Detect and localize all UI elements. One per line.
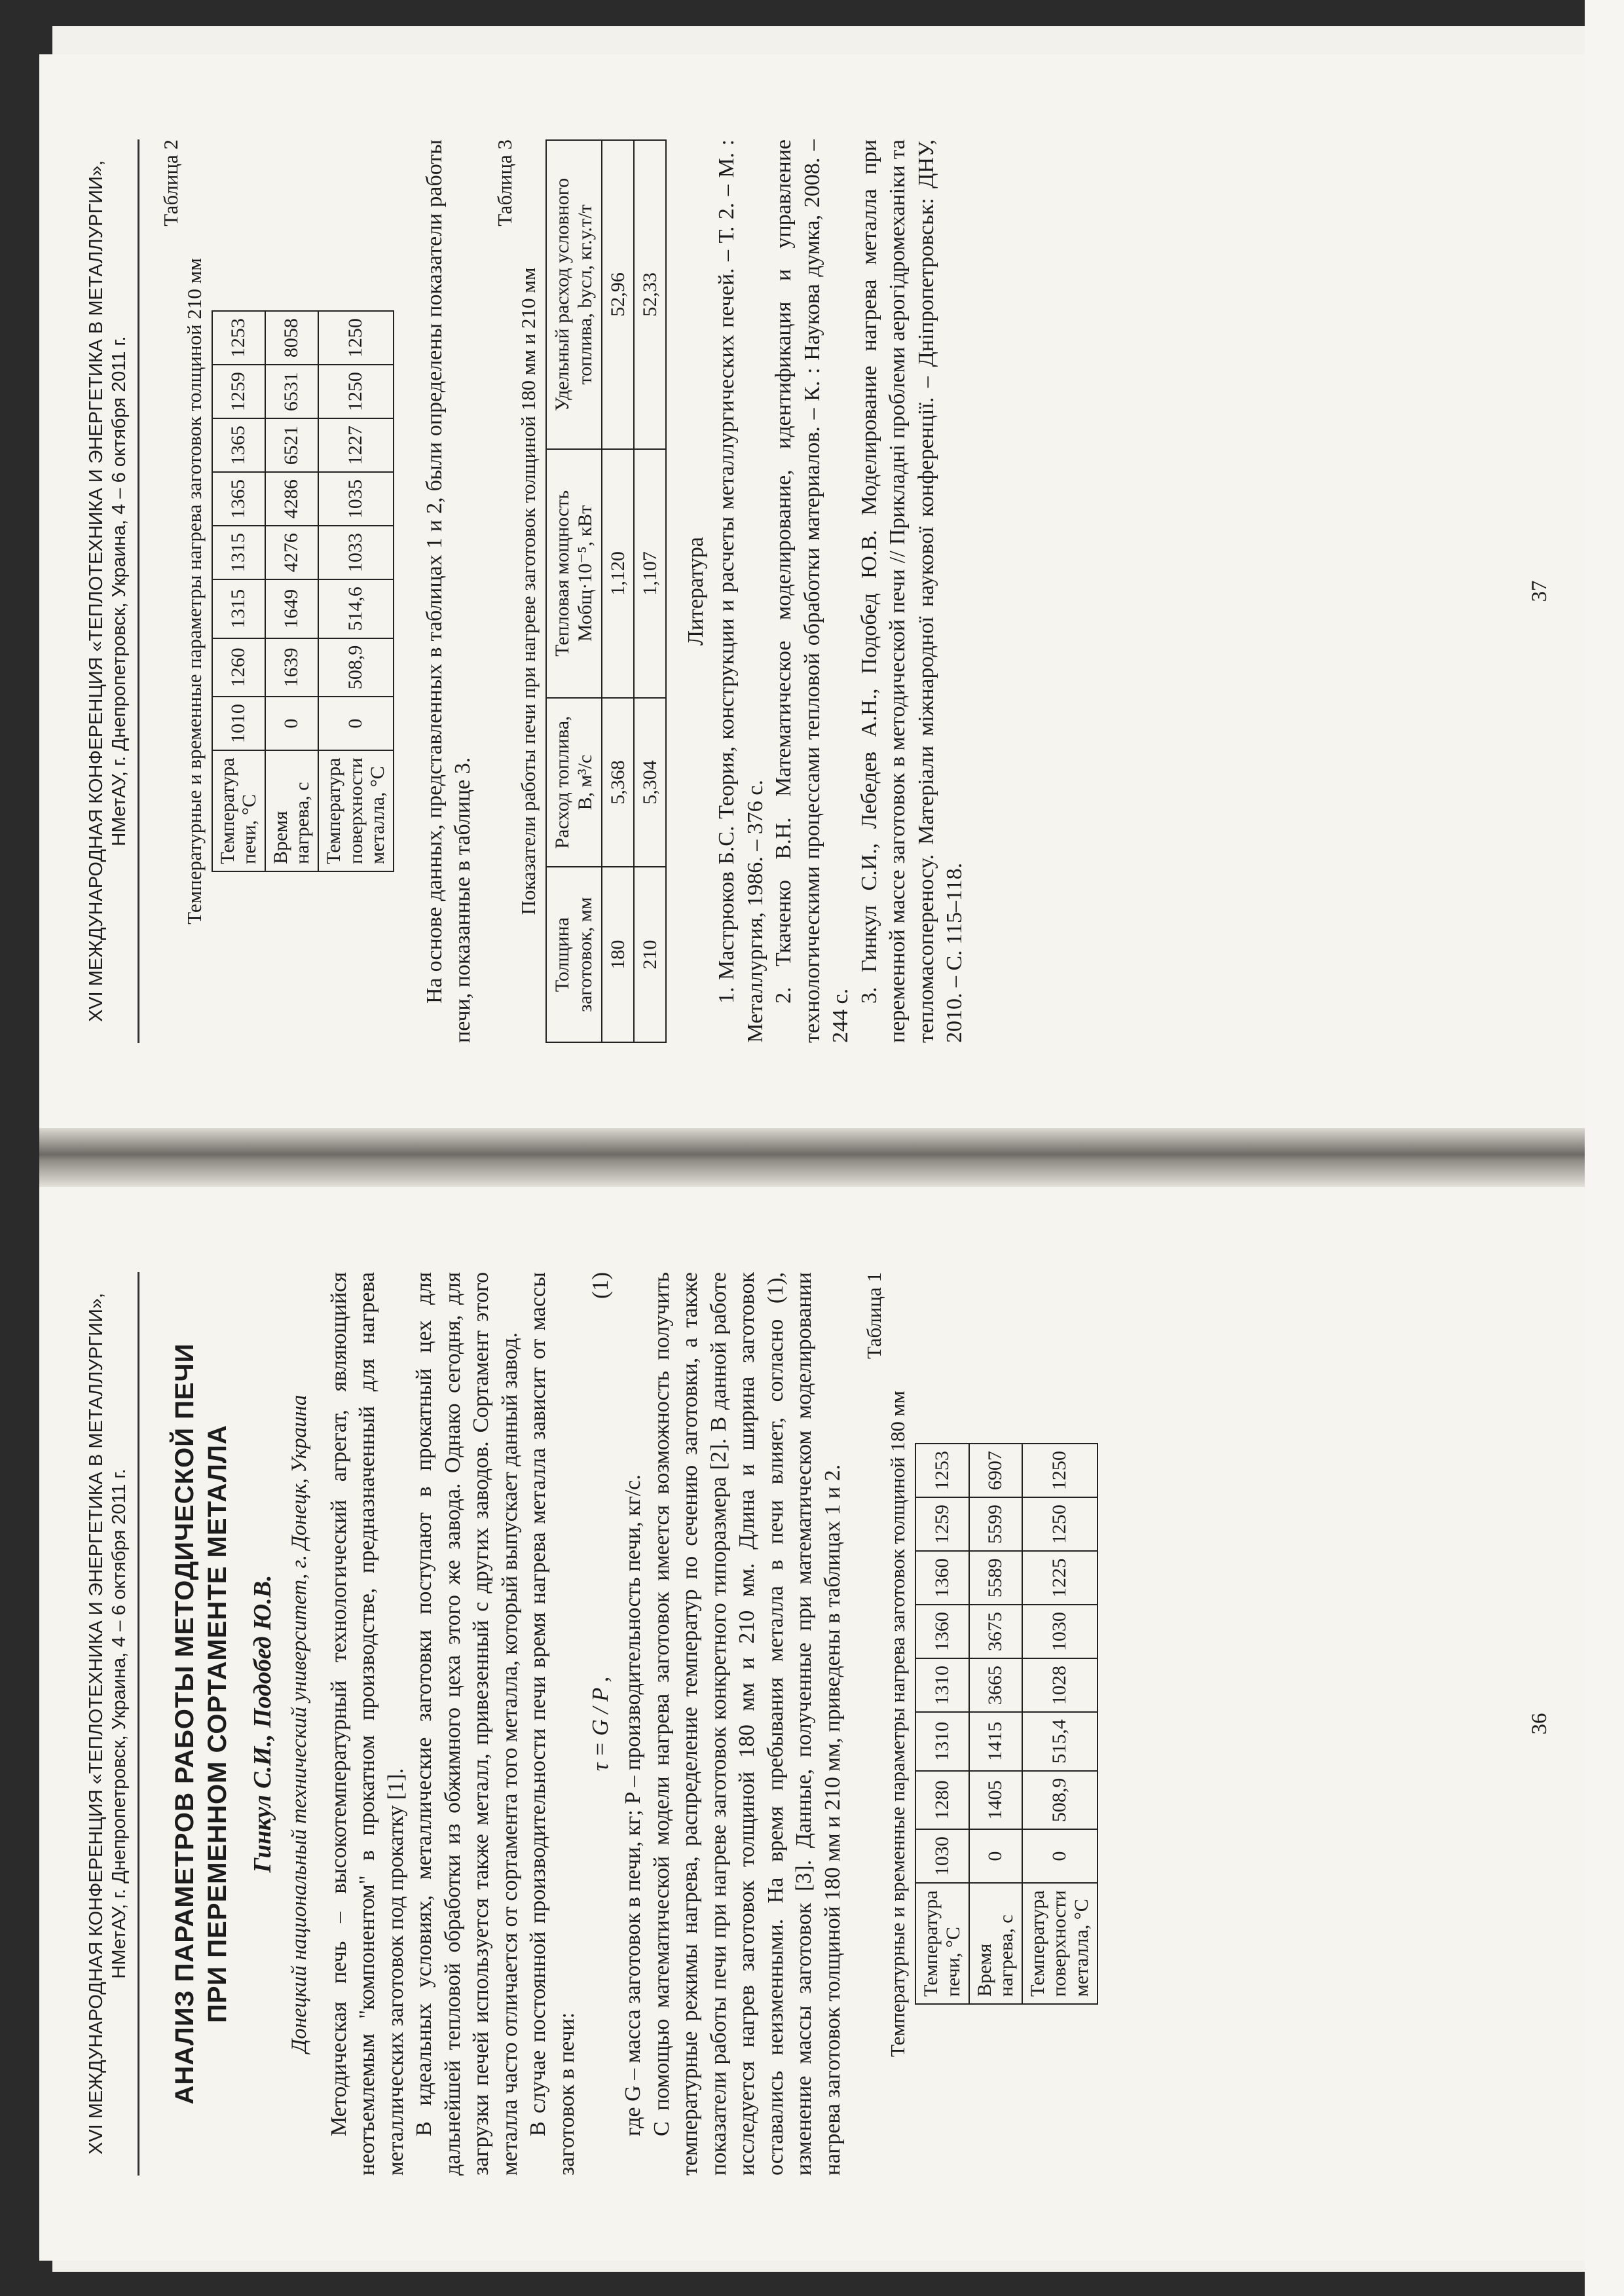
page-37 (39, 54, 1585, 1128)
table-cell: 1010 (212, 697, 265, 750)
table-cell: 1030 (915, 1829, 969, 1883)
running-head-right (85, 139, 139, 1043)
table3-caption: Показатели работы печи при нагреве заготовок толщиной 180 мм и 210 мм (516, 267, 540, 915)
page-36 (39, 1187, 1585, 2261)
table-cell: 1225 (1022, 1551, 1098, 1605)
table-row (602, 140, 634, 1042)
table-row-head: Время нагрева, с (265, 750, 318, 871)
table-cell: 5,368 (602, 698, 634, 867)
table-cell: 0 (318, 697, 394, 750)
table-cell: 1315 (212, 526, 265, 579)
table-cell: 1,120 (602, 449, 634, 698)
formula-expression: τ = G / P , (587, 1676, 614, 1772)
table-cell: 1280 (915, 1771, 969, 1830)
table-cell: 1365 (212, 472, 265, 526)
formula-number: (1) (587, 1272, 614, 1299)
table-cell: 1360 (915, 1605, 969, 1658)
book-spread (39, 35, 1585, 2261)
reference-item: 1. Мастрюков Б.С. Теория, конструкции и расчеты металлургических печей. – Т. 2. – М. : Металлургия, 1986. – 376 с. (714, 139, 767, 1043)
table-header-row (546, 140, 602, 1042)
table-row (969, 1444, 1022, 2004)
table-cell: 1250 (1022, 1444, 1098, 1497)
title-line2: ПРИ ПЕРЕМЕННОМ СОРТАМЕНТЕ МЕТАЛЛА (202, 1425, 232, 2023)
table-cell: 1365 (212, 418, 265, 472)
running-head-line2: НМетАУ, г. Днепропетровск, Украина, 4 – 6 октября 2011 г. (108, 336, 130, 847)
table3-label: Таблица 3 (492, 139, 516, 227)
table-cell: 210 (634, 867, 666, 1042)
table-cell: 1259 (212, 365, 265, 418)
table-cell: 6521 (265, 418, 318, 472)
table-cell: 508,9 (318, 638, 394, 697)
table-cell: 1250 (318, 365, 394, 418)
table-cell: 1250 (1022, 1497, 1098, 1551)
running-head-left (85, 1272, 139, 2176)
reference-item: 2. Ткаченко В.Н. Математическое моделирование, идентификация и управление технологическими процессами тепловой обработки материалов. – К. : Наукова думка, 2008. – 244 с. (771, 139, 853, 1043)
table-cell: 515,4 (1022, 1712, 1098, 1771)
page-number-right: 37 (1528, 580, 1551, 602)
table-3 (545, 139, 667, 1043)
table-cell: 180 (602, 867, 634, 1042)
table-cell: 6907 (969, 1444, 1022, 1497)
article-title (168, 1272, 234, 2176)
running-head-line1: XVI МЕЖДУНАРОДНАЯ КОНФЕРЕНЦИЯ «ТЕПЛОТЕХНИКА И ЭНЕРГЕТИКА В МЕТАЛЛУРГИИ», (86, 160, 107, 1023)
table-cell: 0 (265, 697, 318, 750)
running-head-line1: XVI МЕЖДУНАРОДНАЯ КОНФЕРЕНЦИЯ «ТЕПЛОТЕХНИКА И ЭНЕРГЕТИКА В МЕТАЛЛУРГИИ», (86, 1292, 107, 2155)
table-cell: 1033 (318, 526, 394, 579)
table-header-cell: Расход топлива, В, м³/с (546, 698, 602, 867)
table-1 (915, 1443, 1098, 2005)
references-title: Литература (684, 537, 709, 646)
table-cell: 1250 (318, 311, 394, 365)
table-row (265, 311, 318, 871)
table-header-cell: Тепловая мощность Мобщ·10⁻⁵, кВт (546, 449, 602, 698)
table-cell: 1259 (915, 1497, 969, 1551)
table-cell: 5599 (969, 1497, 1022, 1551)
paragraph-3: В случае постоянной производительности печи время нагрева металла зависит от массы заготовок в печи: (526, 1272, 579, 2176)
table-cell: 8058 (265, 311, 318, 365)
table-header-cell: Толщина заготовок, мм (546, 867, 602, 1042)
table-cell: 508,9 (1022, 1771, 1098, 1830)
page-number-left: 36 (1528, 1713, 1551, 1735)
table-cell: 4276 (265, 526, 318, 579)
table-cell: 1310 (915, 1658, 969, 1712)
table-cell: 1415 (969, 1712, 1022, 1771)
table-row-head: Температура печи, °С (915, 1883, 969, 2004)
table-cell: 52,96 (602, 140, 634, 449)
paragraph-2: В идеальных условиях, металлические заготовки поступают в прокатный цех для дальнейшей тепловой обработки из обжимного цеха этого же завода. Однако сегодня, для загрузки печей используется также металл, привезенный с других заводов. Сортамент этого металла часто отличается от сортамента того металла, который выпускает данный завод. (412, 1272, 522, 2176)
table-cell: 1030 (1022, 1605, 1098, 1658)
table-row (634, 140, 666, 1042)
table-cell: 4286 (265, 472, 318, 526)
title-line1: АНАЛИЗ ПАРАМЕТРОВ РАБОТЫ МЕТОДИЧЕСКОЙ ПЕЧИ (170, 1343, 199, 2105)
table-cell: 1227 (318, 418, 394, 472)
table2-caption: Температурные и временные параметры нагрева заготовок толщиной 210 мм (182, 258, 206, 924)
table-cell: 6531 (265, 365, 318, 418)
table-cell: 1,107 (634, 449, 666, 698)
table-row-head: Температура печи, °С (212, 750, 265, 871)
table-cell: 3665 (969, 1658, 1022, 1712)
paragraph-4: где G – масса заготовок в печи, кг; P – производительность печи, кг/с. (621, 1474, 646, 2136)
affiliation: Донецкий национальный технический университет, г. Донецк, Украина (287, 1394, 311, 2053)
table-cell: 1035 (318, 472, 394, 526)
table-cell: 514,6 (318, 579, 394, 638)
table1-label: Таблица 1 (862, 1272, 886, 1359)
table-cell: 1405 (969, 1771, 1022, 1830)
table-cell: 1649 (265, 579, 318, 638)
table-cell: 1639 (265, 638, 318, 697)
paragraph-tables-summary: На основе данных, представленных в таблицах 1 и 2, были определены показатели работы печи, показанные в таблице 3. (422, 139, 475, 1043)
table-cell: 1310 (915, 1712, 969, 1771)
table-cell: 1360 (915, 1551, 969, 1605)
table-row (915, 1444, 969, 2004)
scan-margin (1585, 0, 1624, 2296)
table-cell: 1315 (212, 579, 265, 638)
table-row (318, 311, 394, 871)
formula-1 (587, 1272, 614, 2176)
table-cell: 3675 (969, 1605, 1022, 1658)
table-2 (212, 310, 394, 872)
paragraph-5: С помощью математической модели нагрева заготовок имеется возможность получить температурные режимы нагрева, распределение температур по сечению заготовки, а также показатели работы печи при нагреве заготовок конкретного типоразмера [2]. В данной работе исследуется нагрев заготовок толщиной 180 мм и 210 мм. Длина и ширина заготовок оставались неизменными. На время пребывания металла в печи влияет, согласно (1), изменение массы заготовок [3]. Данные, полученные при математическом моделировании нагрева заготовок толщиной 180 мм и 210 мм, приведены в таблицах 1 и 2. (649, 1272, 845, 2176)
table-cell: 0 (1022, 1829, 1098, 1883)
running-head-line2: НМетАУ, г. Днепропетровск, Украина, 4 – 6 октября 2011 г. (108, 1468, 130, 1979)
paragraph-1: Методическая печь – высокотемпературный технологический агрегат, являющийся неотъемлемым "компонентом" в прокатном производстве, предназначенный для нагрева металлических заготовок под прокатку [1]. (326, 1272, 408, 2176)
reference-item: 3. Гинкул С.И., Лебедев А.Н., Подобед Ю.В. Моделирование нагрева металла при переменной массе заготовок в методической печи // Прикладні проблеми аерогідромеханіки та тепломасопереносу. Матеріали міжнародної наукової конференції. – Дніпропетровськ: ДНУ, 2010. – С. 115–118. (857, 139, 967, 1043)
table-row (212, 311, 265, 871)
book-gutter (39, 1128, 1585, 1187)
table-cell: 5589 (969, 1551, 1022, 1605)
table-row (1022, 1444, 1098, 2004)
table-cell: 1028 (1022, 1658, 1098, 1712)
table-cell: 5,304 (634, 698, 666, 867)
table1-caption: Температурные и временные параметры нагрева заготовок толщиной 180 мм (886, 1391, 910, 2057)
table-cell: 1260 (212, 638, 265, 697)
table-cell: 0 (969, 1829, 1022, 1883)
table-cell: 1253 (212, 311, 265, 365)
table-cell: 1253 (915, 1444, 969, 1497)
table-cell: 52,33 (634, 140, 666, 449)
table2-label: Таблица 2 (158, 139, 182, 227)
table-header-cell: Удельный расход условного топлива, bусл, кг.у.т/т (546, 140, 602, 449)
authors: Гинкул С.И., Подобед Ю.В. (248, 1575, 276, 1873)
table-row-head: Температура поверхности металла, °С (318, 750, 394, 871)
table-row-head: Время нагрева, с (969, 1883, 1022, 2004)
table-row-head: Температура поверхности металла, °С (1022, 1883, 1098, 2004)
